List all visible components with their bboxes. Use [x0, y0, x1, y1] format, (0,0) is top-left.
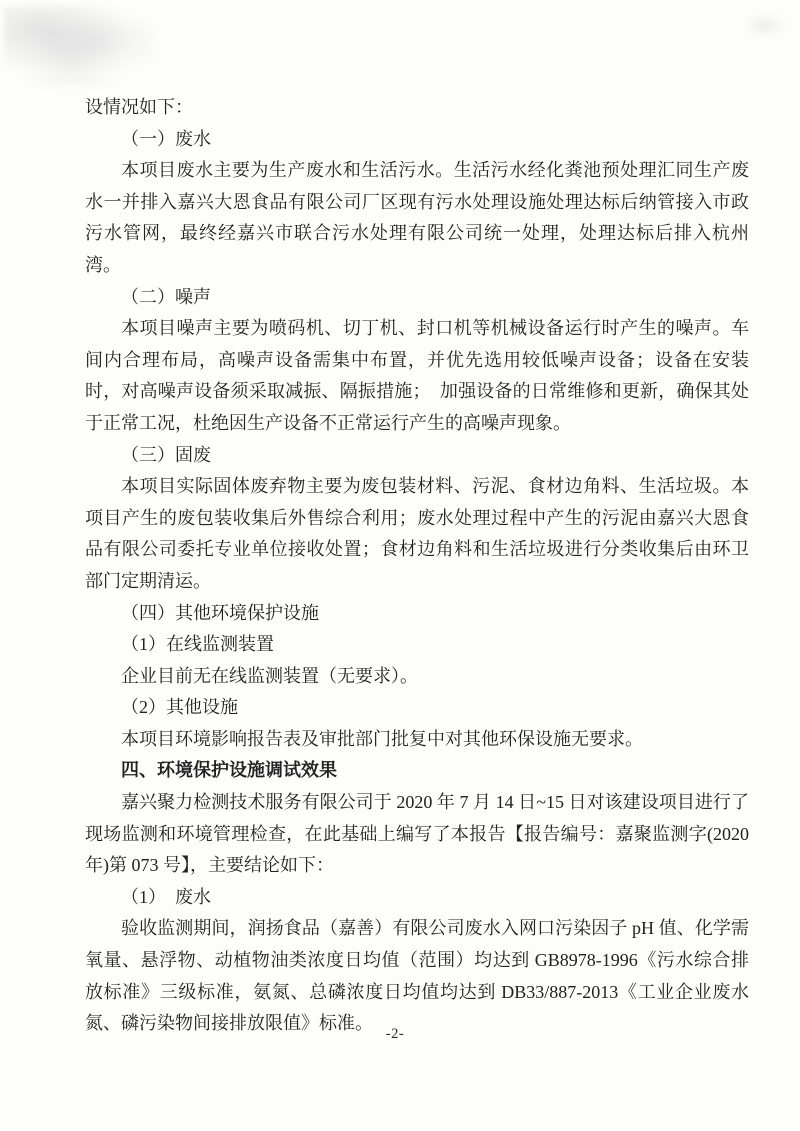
paragraph-wastewater-body: 本项目废水主要为生产废水和生活污水。生活污水经化粪池预处理汇同生产废水一并排入嘉兴大恩食品有限公司厂区现有污水处理设施处理达标后纳管接入市政污水管网，最终经嘉兴市联合污水处理有限公司统一处理，处理达标后排入杭州湾。 [85, 160, 749, 275]
page-number: -2- [385, 1026, 405, 1042]
document-body [85, 92, 749, 1040]
paragraph-online-monitoring-body: 企业目前无在线监测装置（无要求）。 [121, 665, 418, 686]
chapter-heading-debug-results: 四、环境保护设施调试效果 [121, 760, 337, 781]
subsection-heading-wastewater-result: （1） 废水 [121, 886, 211, 907]
section-heading-solid-waste: （三）固废 [121, 444, 211, 465]
section-heading-wastewater: （一）废水 [121, 128, 211, 149]
subsection-heading-other-equipment: （2）其他设施 [121, 697, 238, 718]
paragraph-wastewater-result-body: 验收监测期间，润扬食品（嘉善）有限公司废水入网口污染因子 pH 值、化学需氧量、悬浮物、动植物油类浓度日均值（范围）均达到 GB8978-1996《污水综合排放标准》三级标准，氨氮、总磷浓度日均值均达到 DB33/887-2013《工业企业废水氮、磷污染物间接排放限值》标准。 [85, 918, 749, 1034]
paragraph-other-equipment-body: 本项目环境影响报告表及审批部门批复中对其他环保设施无要求。 [121, 728, 643, 749]
section-heading-noise: （二）噪声 [121, 286, 211, 307]
paragraph-noise-body: 本项目噪声主要为喷码机、切丁机、封口机等机械设备运行时产生的噪声。车间内合理布局，高噪声设备需集中布置，并优先选用较低噪声设备；设备在安装时，对高噪声设备须采取减振、隔振措施； 加强设备的日常维修和更新，确保其处于正常工况，杜绝因生产设备不正常运行产生的高噪声现象。 [85, 318, 749, 433]
scan-smudge-top-left [4, 6, 154, 86]
subsection-heading-online-monitoring: （1）在线监测装置 [121, 634, 274, 655]
paragraph-continuation: 设情况如下： [85, 97, 193, 117]
paragraph-solid-waste-body: 本项目实际固体废弃物主要为废包装材料、污泥、食材边角料、生活垃圾。本项目产生的废包装收集后外售综合利用；废水处理过程中产生的污泥由嘉兴大恩食品有限公司委托专业单位接收处置；食材边角料和生活垃圾进行分类收集后由环卫部门定期清运。 [85, 476, 749, 591]
section-heading-other-facilities: （四）其他环境保护设施 [121, 602, 319, 623]
paragraph-monitoring-report: 嘉兴聚力检测技术服务有限公司于 2020 年 7 月 14 日~15 日对该建设项目进行了现场监测和环境管理检查，在此基础上编写了本报告【报告编号：嘉聚监测字(2020年)第 073 号】，主要结论如下： [85, 792, 749, 876]
scan-smudge-top-right [740, 10, 790, 40]
